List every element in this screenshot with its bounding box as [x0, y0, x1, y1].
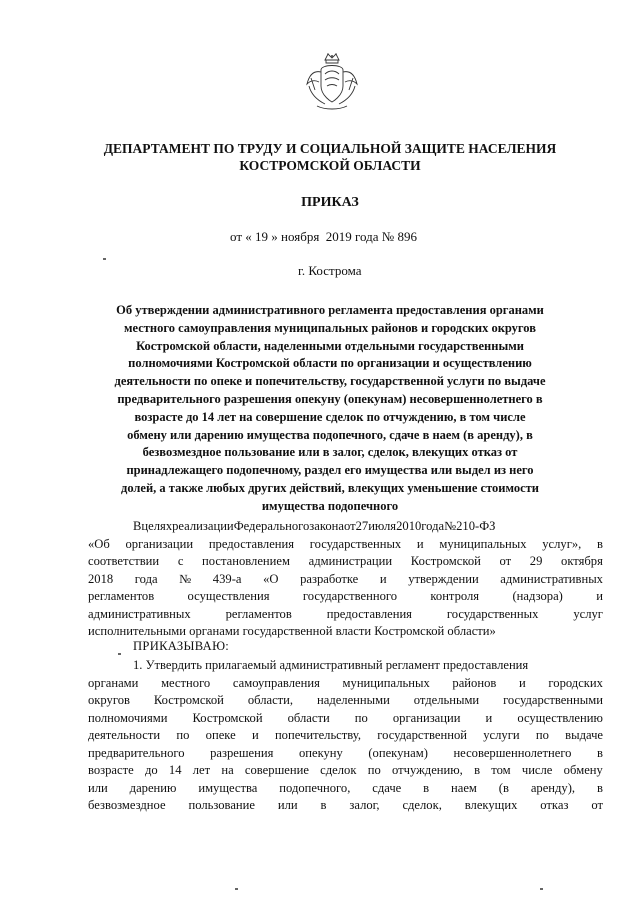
subject-line: предварительного разрешения опекуну (опекунам) несовершеннолетнего в [117, 391, 543, 406]
preamble-line: административных регламентов предоставления государственных услуг [88, 606, 603, 621]
scan-speck [235, 888, 238, 890]
preamble-line: регламентов осуществления государственного контроля (надзора) и [88, 589, 603, 603]
item-line: безвозмездное пользование или в залог, сделок, влекущих отказ от [88, 798, 603, 812]
item-line: 1. Утвердить прилагаемый административный регламент предоставления [133, 658, 529, 672]
subject-line: деятельности по опеке и попечительству, государственной услуги по выдаче [114, 374, 546, 389]
preamble-line: 2018 года № 439-а «О разработке и утверждении административных [88, 571, 603, 586]
orders-keyword: ПРИКАЗЫВАЮ: [133, 639, 230, 653]
item-line: округов Костромской области, наделенными отдельными государственными [88, 693, 603, 707]
subject-line: Об утверждении административного регламента предоставления органами [116, 303, 544, 317]
item-line: органами местного самоуправления муниципальных районов и городских [88, 675, 603, 690]
preamble-paragraph [88, 518, 603, 641]
scan-speck [118, 653, 121, 655]
subject-line: Костромской области, наделенными отдельными государственными [136, 338, 524, 353]
item-line: полномочиями Костромской области по организации и осуществлению [88, 710, 603, 725]
subject-line: обмену или дарению имущества подопечного, сдаче в наем (в аренду), в [127, 427, 533, 442]
preamble-line: соответствии с постановлением администрации Костромской от 29 октября [88, 554, 603, 568]
city-name: г. Кострома [298, 263, 362, 278]
order-date-number: от « 19 » ноября 2019 года № 896 [230, 229, 417, 244]
subject-line: полномочиями Костромской области по организации и осуществлению [128, 356, 532, 371]
coat-of-arms-icon [303, 50, 361, 116]
preamble-line: «Об организации предоставления государственных и муниципальных услуг», в [88, 536, 603, 551]
preamble-line: В целях реализации Федерального закона от 27 июля 2010 года № 210-ФЗ [133, 519, 496, 533]
order-subject [80, 302, 580, 516]
subject-line: безвозмездное пользование или в залог, сделок, влекущих отказ от [142, 445, 518, 460]
scan-speck [540, 888, 543, 890]
subject-line: долей, а также любых других действий, влекущих уменьшение стоимости [121, 480, 539, 495]
subject-line: возрасте до 14 лет на совершение сделок по отчуждению, в том числе [134, 409, 526, 424]
subject-line: имущества подопечного [261, 498, 399, 513]
item-line: предварительного разрешения опекуну (опекунам) несовершеннолетнего в [88, 745, 603, 760]
subject-line: местного самоуправления муниципальных районов и городских округов [123, 320, 536, 335]
department-line-1: ДЕПАРТАМЕНТ ПО ТРУДУ И СОЦИАЛЬНОЙ ЗАЩИТЕ НАСЕЛЕНИЯ [103, 141, 557, 156]
document-type: ПРИКАЗ [301, 195, 359, 210]
scan-speck [103, 258, 106, 260]
item-line: возрасте до 14 лет на совершение сделок по отчуждению, в том числе обмену [88, 763, 603, 777]
item-line: деятельности по опеке и попечительству, государственной услуги по выдаче [88, 728, 603, 742]
department-name [60, 140, 600, 174]
department-line-2: КОСТРОМСКОЙ ОБЛАСТИ [239, 158, 421, 173]
item-line: или дарению имущества подопечного, сдаче в наем (в аренду), в [88, 780, 603, 795]
preamble-line: исполнительными органами государственной власти Костромской области» [88, 624, 496, 638]
subject-line: принадлежащего подопечному, раздел его имущества или выдел из него [126, 463, 534, 478]
item-1-paragraph [88, 657, 603, 815]
